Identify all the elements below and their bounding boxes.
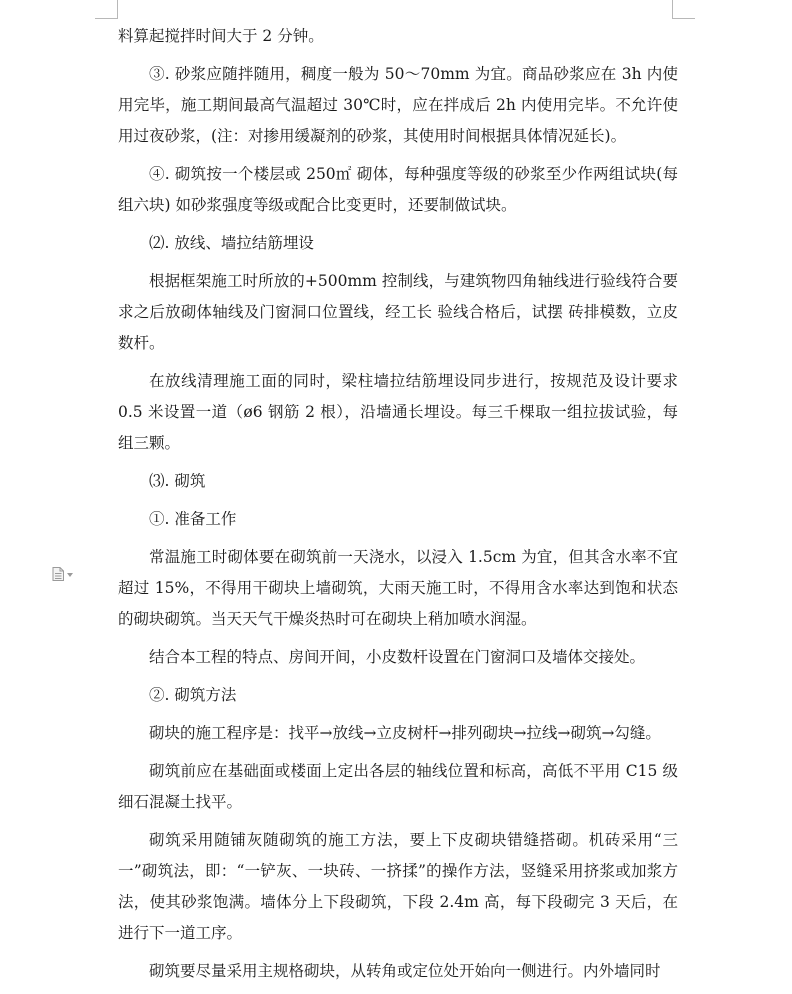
subsection-heading: ①. 准备工作 [149, 510, 237, 528]
document-icon [52, 567, 64, 581]
paragraph: 砌筑前应在基础面或楼面上定出各层的轴线位置和标高，高低不平用 C15 级细石混凝土找平。 [118, 762, 678, 811]
paragraph: 料算起搅拌时间大于 2 分钟。 [118, 27, 324, 45]
document-body [118, 21, 678, 994]
paragraph: 在放线清理施工面的同时，梁柱墙拉结筋埋设同步进行，按规范及设计要求 0.5 米设置一道（ø6 钢筋 2 根），沿墙通长埋设。每三千棵取一组拉拔试验，每组三颗。 [118, 372, 678, 452]
paragraph: ③. 砂浆应随拌随用，稠度一般为 50～70mm 为宜。商品砂浆应在 3h 内使用完毕，施工期间最高气温超过 30℃时，应在拌成后 2h 内使用完毕。不允许使用过夜砂浆，(注：对掺用缓凝剂的砂浆，其使用时间根据具体情况延长)。 [118, 65, 678, 145]
section-heading: ⑵. 放线、墙拉结筋埋设 [149, 234, 314, 252]
page-corner-top-right [672, 0, 695, 19]
section-heading: ⑶. 砌筑 [149, 472, 206, 490]
paragraph: 砌筑采用随铺灰随砌筑的施工方法，要上下皮砌块错缝搭砌。机砖采用“三一”砌筑法，即：“一铲灰、一块砖、一挤揉”的操作方法，竖缝采用挤浆或加浆方法，使其砂浆饱满。墙体分上下段砌筑，下段 2.4m 高，每下段砌完 3 天后，在进行下一道工序。 [118, 831, 678, 942]
chevron-down-icon [67, 573, 73, 577]
paragraph: 砌筑要尽量采用主规格砌块，从转角或定位处开始向一侧进行。内外墙同时 [149, 962, 661, 980]
page-corner-top-left [95, 0, 118, 19]
paragraph: ④. 砌筑按一个楼层或 250㎡ 砌体，每种强度等级的砂浆至少作两组试块(每组六块) 如砂浆强度等级或配合比变更时，还要制做试块。 [118, 165, 678, 214]
subsection-heading: ②. 砌筑方法 [149, 686, 237, 704]
paragraph: 根据框架施工时所放的+500mm 控制线，与建筑物四角轴线进行验线符合要求之后放砌体轴线及门窗洞口位置线，经工长 验线合格后，试摆 砖排模数，立皮数杆。 [118, 272, 678, 352]
paragraph: 结合本工程的特点、房间开间，小皮数杆设置在门窗洞口及墙体交接处。 [149, 648, 646, 666]
paragraph: 砌块的施工程序是：找平→放线→立皮树杆→排列砌块→拉线→砌筑→勾缝。 [149, 724, 661, 742]
paragraph-options-button[interactable] [52, 567, 74, 581]
paragraph: 常温施工时砌体要在砌筑前一天浇水，以浸入 1.5cm 为宜，但其含水率不宜超过 15%，不得用干砌块上墙砌筑，大雨天施工时，不得用含水率达到饱和状态的砌块砌筑。当天天气干燥炎热时可在砌块上稍加喷水润湿。 [118, 548, 678, 628]
